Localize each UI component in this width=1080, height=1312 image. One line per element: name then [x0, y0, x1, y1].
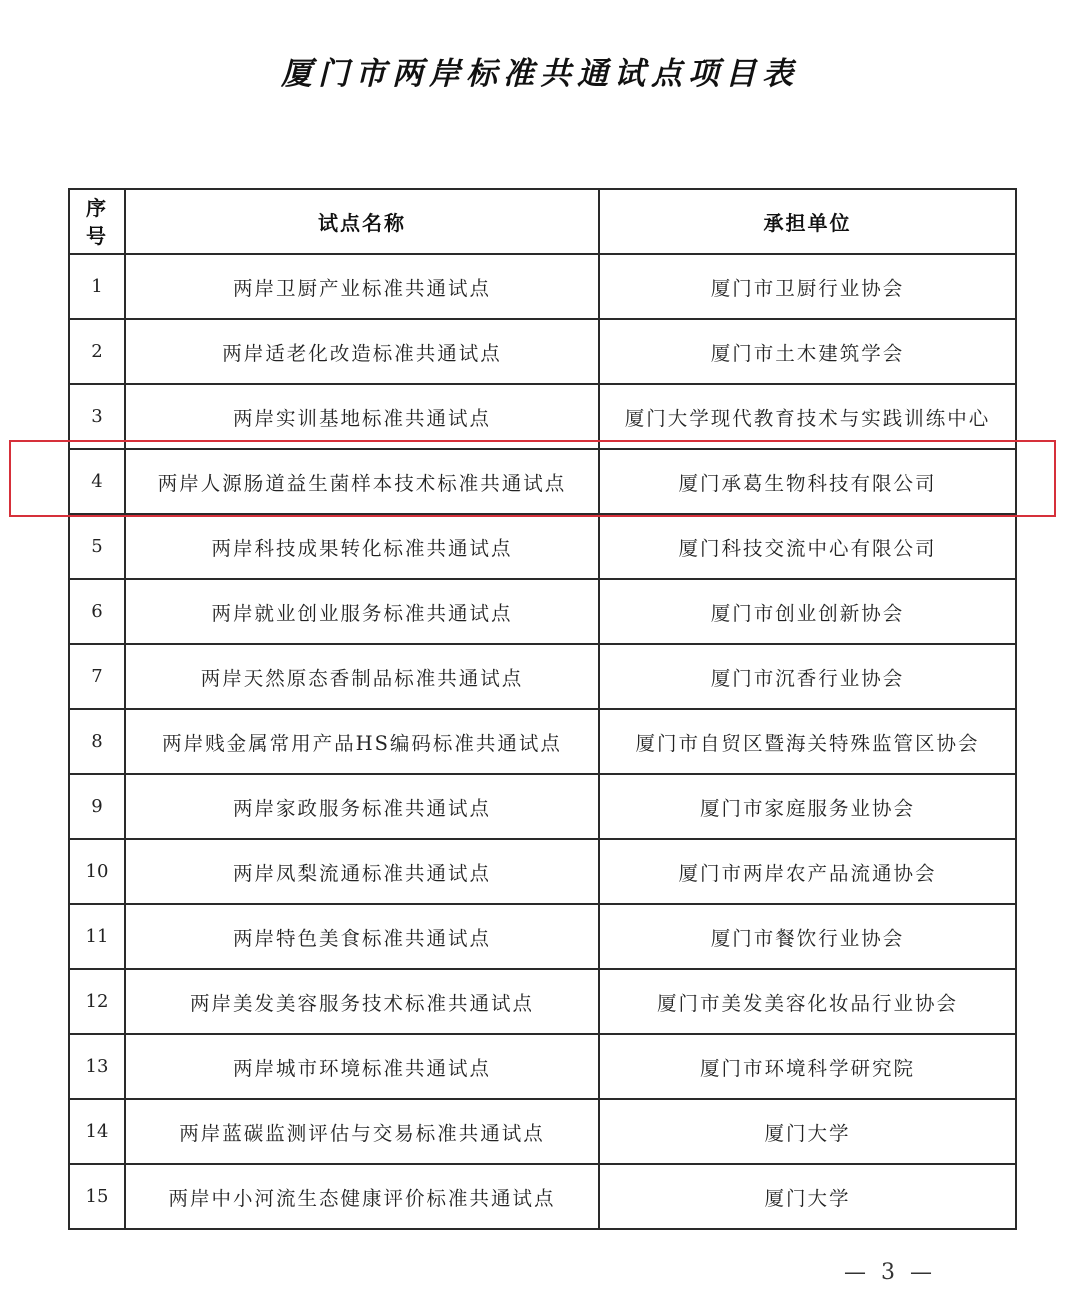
row-number: 13 — [69, 1034, 125, 1099]
project-name: 两岸卫厨产业标准共通试点 — [125, 254, 599, 319]
row-number: 15 — [69, 1164, 125, 1229]
table-row — [69, 904, 1016, 969]
responsible-unit: 厦门市两岸农产品流通协会 — [599, 839, 1016, 904]
table-row — [69, 774, 1016, 839]
table-row — [69, 319, 1016, 384]
table-row — [69, 449, 1016, 514]
project-name: 两岸贱金属常用产品HS编码标准共通试点 — [125, 709, 599, 774]
project-name: 两岸凤梨流通标准共通试点 — [125, 839, 599, 904]
row-number: 7 — [69, 644, 125, 709]
responsible-unit: 厦门科技交流中心有限公司 — [599, 514, 1016, 579]
responsible-unit: 厦门市创业创新协会 — [599, 579, 1016, 644]
page-title: 厦门市两岸标准共通试点项目表 — [281, 56, 799, 92]
responsible-unit: 厦门市环境科学研究院 — [599, 1034, 1016, 1099]
project-name: 两岸就业创业服务标准共通试点 — [125, 579, 599, 644]
project-name: 两岸科技成果转化标准共通试点 — [125, 514, 599, 579]
page-number: — 3 — — [844, 1260, 936, 1285]
responsible-unit: 厦门市土木建筑学会 — [599, 319, 1016, 384]
responsible-unit: 厦门承葛生物科技有限公司 — [599, 449, 1016, 514]
project-name: 两岸实训基地标准共通试点 — [125, 384, 599, 449]
table-row — [69, 514, 1016, 579]
header-unit: 承担单位 — [599, 189, 1016, 254]
responsible-unit: 厦门市自贸区暨海关特殊监管区协会 — [599, 709, 1016, 774]
pilot-project-table — [68, 188, 1017, 1230]
project-name: 两岸特色美食标准共通试点 — [125, 904, 599, 969]
header-seq — [69, 189, 125, 254]
project-name: 两岸中小河流生态健康评价标准共通试点 — [125, 1164, 599, 1229]
table-row — [69, 1034, 1016, 1099]
project-name: 两岸适老化改造标准共通试点 — [125, 319, 599, 384]
row-number: 4 — [69, 449, 125, 514]
project-name: 两岸城市环境标准共通试点 — [125, 1034, 599, 1099]
row-number: 9 — [69, 774, 125, 839]
table-row — [69, 1099, 1016, 1164]
responsible-unit: 厦门市家庭服务业协会 — [599, 774, 1016, 839]
responsible-unit: 厦门市沉香行业协会 — [599, 644, 1016, 709]
header-name: 试点名称 — [125, 189, 599, 254]
table-row — [69, 839, 1016, 904]
responsible-unit: 厦门市美发美容化妆品行业协会 — [599, 969, 1016, 1034]
project-name: 两岸天然原态香制品标准共通试点 — [125, 644, 599, 709]
project-name: 两岸家政服务标准共通试点 — [125, 774, 599, 839]
row-number: 12 — [69, 969, 125, 1034]
project-name: 两岸人源肠道益生菌样本技术标准共通试点 — [125, 449, 599, 514]
responsible-unit: 厦门大学现代教育技术与实践训练中心 — [599, 384, 1016, 449]
table-row — [69, 969, 1016, 1034]
row-number: 6 — [69, 579, 125, 644]
table-header-row — [69, 189, 1016, 254]
table-row — [69, 1164, 1016, 1229]
table-body — [69, 254, 1016, 1229]
table-row — [69, 254, 1016, 319]
row-number: 10 — [69, 839, 125, 904]
table-row — [69, 384, 1016, 449]
row-number: 3 — [69, 384, 125, 449]
header-seq-line1: 序 — [86, 195, 108, 220]
row-number: 1 — [69, 254, 125, 319]
row-number: 5 — [69, 514, 125, 579]
table-row — [69, 709, 1016, 774]
project-name: 两岸美发美容服务技术标准共通试点 — [125, 969, 599, 1034]
responsible-unit: 厦门市餐饮行业协会 — [599, 904, 1016, 969]
table-row — [69, 579, 1016, 644]
responsible-unit: 厦门市卫厨行业协会 — [599, 254, 1016, 319]
row-number: 11 — [69, 904, 125, 969]
row-number: 2 — [69, 319, 125, 384]
project-name: 两岸蓝碳监测评估与交易标准共通试点 — [125, 1099, 599, 1164]
table-row — [69, 644, 1016, 709]
row-number: 14 — [69, 1099, 125, 1164]
responsible-unit: 厦门大学 — [599, 1164, 1016, 1229]
header-seq-line2: 号 — [86, 223, 108, 248]
row-number: 8 — [69, 709, 125, 774]
responsible-unit: 厦门大学 — [599, 1099, 1016, 1164]
